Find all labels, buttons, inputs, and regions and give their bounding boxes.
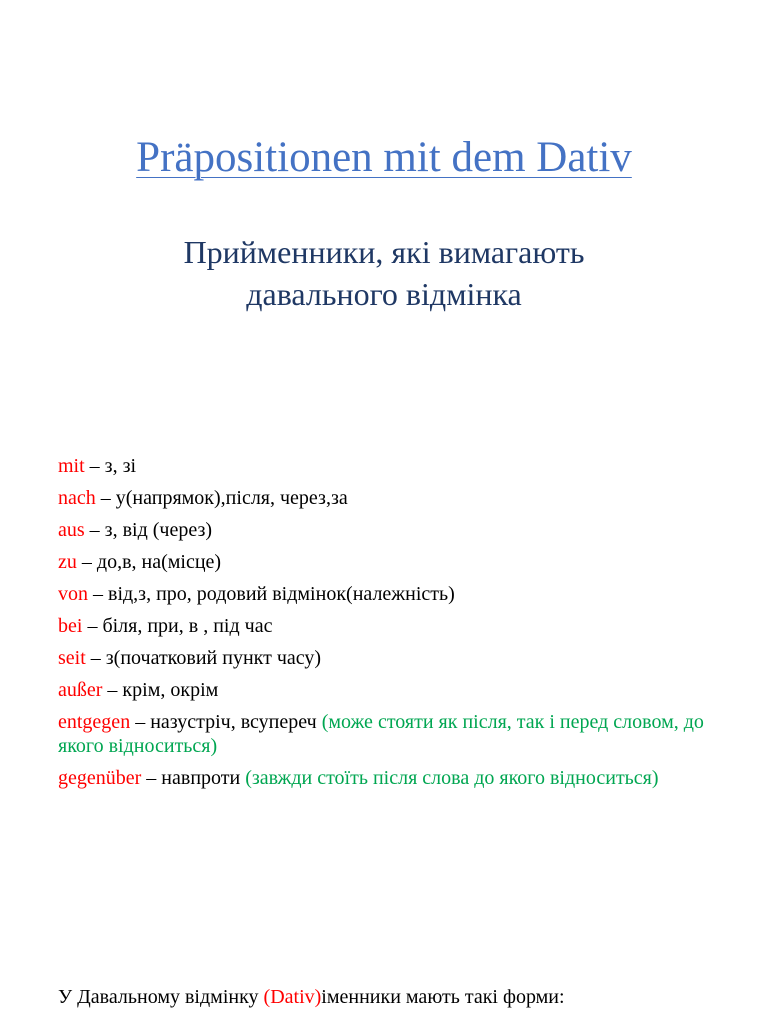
preposition-word: außer <box>58 679 103 701</box>
preposition-translation: – від,з, про, родовий відмінок(належність) <box>88 583 455 605</box>
list-item <box>58 518 718 542</box>
preposition-translation: – до,в, на(місце) <box>76 551 222 573</box>
list-item <box>58 454 718 478</box>
preposition-word: zu <box>58 551 77 573</box>
preposition-translation: – біля, при, в , під час <box>82 615 273 637</box>
preposition-word: nach <box>58 487 96 509</box>
footer-text-after: іменники мають такі форми: <box>321 986 565 1008</box>
list-item <box>58 614 718 638</box>
preposition-translation: – з, зі <box>84 455 137 477</box>
list-item <box>58 766 718 790</box>
preposition-word: von <box>58 583 88 605</box>
list-item <box>58 486 718 510</box>
footer-accent: (Dativ) <box>263 986 322 1008</box>
preposition-translation: – назустріч, всупереч <box>130 711 322 733</box>
subtitle-line-1: Прийменники, які вимагають <box>183 234 585 270</box>
preposition-translation: – з(початковий пункт часу) <box>85 647 322 669</box>
list-item <box>58 646 718 670</box>
list-item <box>58 582 718 606</box>
preposition-translation: – з, від (через) <box>84 519 213 541</box>
preposition-word: mit <box>58 455 85 477</box>
preposition-word: seit <box>58 647 86 669</box>
preposition-list <box>58 454 718 798</box>
preposition-translation: – у(напрямок),після, через,за <box>95 487 348 509</box>
page-subtitle <box>0 231 768 315</box>
preposition-note: (може стояти як після, так і перед словом, до якого відноситься) <box>58 711 704 757</box>
list-item <box>58 710 718 758</box>
list-item <box>58 550 718 574</box>
subtitle-line-2: давального відмінка <box>246 276 522 312</box>
footer-text-before: У Давальному відмінку <box>58 986 264 1008</box>
preposition-word: gegenüber <box>58 767 142 789</box>
preposition-translation: – навпроти <box>141 767 246 789</box>
preposition-word: bei <box>58 615 83 637</box>
preposition-note: (завжди стоїть після слова до якого відноситься) <box>245 767 659 789</box>
preposition-word: entgegen <box>58 711 131 733</box>
dativ-forms-intro <box>58 985 565 1009</box>
page-title: Präpositionen mit dem Dativ <box>136 134 632 181</box>
preposition-translation: – крім, окрім <box>102 679 219 701</box>
preposition-word: aus <box>58 519 85 541</box>
list-item <box>58 678 718 702</box>
